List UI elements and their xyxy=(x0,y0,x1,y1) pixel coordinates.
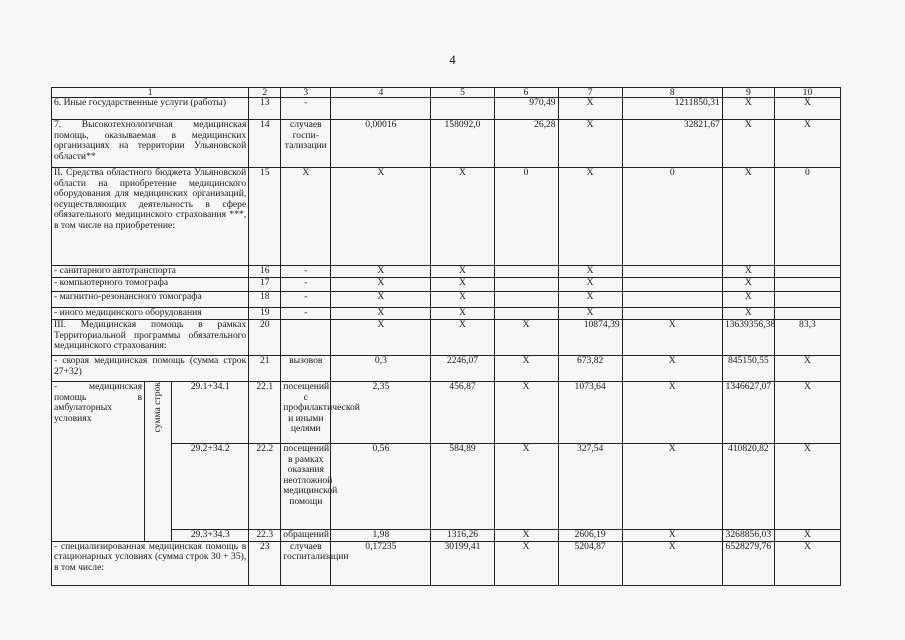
col7-cell: X xyxy=(558,292,622,308)
col10-cell: X xyxy=(774,120,840,168)
row-name: - скорая медицинская помощь (сумма строк 27+32) xyxy=(52,356,249,382)
col8-cell xyxy=(622,308,722,320)
unit-cell: - xyxy=(281,308,331,320)
col6-cell: X xyxy=(494,356,558,382)
col5-cell xyxy=(431,98,494,120)
col7-cell: 10874,39 xyxy=(558,320,622,356)
col4-cell: X xyxy=(331,266,431,278)
program-table xyxy=(51,87,841,586)
col6-cell: 26,28 xyxy=(494,120,558,168)
header-cell-7: 7 xyxy=(558,88,622,98)
col8-cell: X xyxy=(622,444,722,530)
row-name: III. Медицинская помощь в рамках Территориальной программы обязательного медицинского страхования: xyxy=(52,320,249,356)
table-row xyxy=(52,308,841,320)
unit-cell: - xyxy=(281,98,331,120)
header-cell-8: 8 xyxy=(622,88,722,98)
unit-cell: - xyxy=(281,292,331,308)
col4-cell: 0,3 xyxy=(331,356,431,382)
col7-cell: 1073,64 xyxy=(558,382,622,444)
row-name: - специализированная медицинская помощь в стационарных условиях (сумма строк 30 + 35), в том числе: xyxy=(52,541,249,585)
unit-cell: - xyxy=(281,278,331,292)
row-name: 7. Высокотехнологичная медицинская помощь, оказываемая в медицинских организациях на территории Ульяновской области** xyxy=(52,120,249,168)
col7-cell: 327,54 xyxy=(558,444,622,530)
col6-cell: X xyxy=(494,541,558,585)
header-cell-9: 9 xyxy=(722,88,774,98)
row-number: 23 xyxy=(249,541,281,585)
row-name: - санитарного автотранспорта xyxy=(52,266,249,278)
col6-cell xyxy=(494,266,558,278)
col10-cell xyxy=(774,278,840,292)
header-cell-4: 4 xyxy=(331,88,431,98)
col9-cell: X xyxy=(722,292,774,308)
col7-cell: 673,82 xyxy=(558,356,622,382)
col9-cell: 3268856,03 xyxy=(722,530,774,542)
col10-cell: X xyxy=(774,356,840,382)
col5-cell: 584,89 xyxy=(431,444,494,530)
col6-cell: X xyxy=(494,382,558,444)
row-name: - компьютерного томографа xyxy=(52,278,249,292)
col8-cell: 0 xyxy=(622,168,722,266)
col9-cell: X xyxy=(722,98,774,120)
unit-cell: - xyxy=(281,266,331,278)
col7-cell: 5204,87 xyxy=(558,541,622,585)
col4-cell: 0,00016 xyxy=(331,120,431,168)
row-name: II. Средства областного бюджета Ульяновской области на приобретение медицинского оборудования для медицинских организаций, осуществляющих деятельность в сфере обязательного медицинского страхования ***, в том числе на приобретение: xyxy=(52,168,249,266)
col9-cell: X xyxy=(722,120,774,168)
table-row xyxy=(52,356,841,382)
header-cell-1: 1 xyxy=(52,88,249,98)
header-cell-10: 10 xyxy=(774,88,840,98)
row-number: 16 xyxy=(249,266,281,278)
row-number: 22.2 xyxy=(249,444,281,530)
table-row xyxy=(52,98,841,120)
unit-cell xyxy=(281,320,331,356)
header-cell-5: 5 xyxy=(431,88,494,98)
col6-cell: X xyxy=(494,530,558,542)
col4-cell: X xyxy=(331,278,431,292)
col9-cell: X xyxy=(722,168,774,266)
col9-cell: 13639356,38 xyxy=(722,320,774,356)
unit-cell: случаев госпи-тализации xyxy=(281,120,331,168)
unit-cell: обращений xyxy=(281,530,331,542)
col5-cell: 2246,07 xyxy=(431,356,494,382)
col4-cell: X xyxy=(331,168,431,266)
col10-cell: X xyxy=(774,530,840,542)
unit-cell: вызовов xyxy=(281,356,331,382)
col4-cell: 0,17235 xyxy=(331,541,431,585)
table-row xyxy=(52,320,841,356)
page-number: 4 xyxy=(449,52,456,67)
row-number: 21 xyxy=(249,356,281,382)
table-row xyxy=(52,541,841,585)
row-name: 6. Иные государственные услуги (работы) xyxy=(52,98,249,120)
col8-cell: X xyxy=(622,382,722,444)
row-ref: 29.1+34.1 xyxy=(172,382,249,444)
col10-cell: 83,3 xyxy=(774,320,840,356)
col10-cell xyxy=(774,266,840,278)
col9-cell: 6528279,76 xyxy=(722,541,774,585)
col7-cell: X xyxy=(558,278,622,292)
col8-cell: X xyxy=(622,320,722,356)
col6-cell: X xyxy=(494,444,558,530)
col4-cell: 1,98 xyxy=(331,530,431,542)
col7-cell: X xyxy=(558,308,622,320)
row-ref: 29.2+34.2 xyxy=(172,444,249,530)
col10-cell: X xyxy=(774,541,840,585)
col7-cell: X xyxy=(558,168,622,266)
row-number: 22.1 xyxy=(249,382,281,444)
col5-cell: X xyxy=(431,266,494,278)
col4-cell: 2,35 xyxy=(331,382,431,444)
col7-cell: 2606,19 xyxy=(558,530,622,542)
col9-cell: 845150,55 xyxy=(722,356,774,382)
table-row xyxy=(52,266,841,278)
row-number: 19 xyxy=(249,308,281,320)
col6-cell: X xyxy=(494,320,558,356)
row-number: 18 xyxy=(249,292,281,308)
col5-cell: X xyxy=(431,278,494,292)
col8-cell: X xyxy=(622,356,722,382)
col6-cell: 0 xyxy=(494,168,558,266)
col10-cell: X xyxy=(774,444,840,530)
row-number: 17 xyxy=(249,278,281,292)
col9-cell: X xyxy=(722,278,774,292)
col10-cell xyxy=(774,308,840,320)
col8-cell xyxy=(622,266,722,278)
table-row xyxy=(52,120,841,168)
table-row xyxy=(52,292,841,308)
col10-cell: X xyxy=(774,98,840,120)
col4-cell xyxy=(331,98,431,120)
col7-cell: X xyxy=(558,120,622,168)
col6-cell: 970,49 xyxy=(494,98,558,120)
col4-cell: X xyxy=(331,320,431,356)
row-name: - магнитно-резонансного томографа xyxy=(52,292,249,308)
col5-cell: X xyxy=(431,168,494,266)
col5-cell: X xyxy=(431,292,494,308)
table-row xyxy=(52,382,841,444)
row-number: 13 xyxy=(249,98,281,120)
col5-cell: 456,87 xyxy=(431,382,494,444)
col7-cell: X xyxy=(558,98,622,120)
row-number: 14 xyxy=(249,120,281,168)
header-cell-6: 6 xyxy=(494,88,558,98)
row-number: 15 xyxy=(249,168,281,266)
col10-cell: 0 xyxy=(774,168,840,266)
col5-cell: X xyxy=(431,308,494,320)
unit-cell: X xyxy=(281,168,331,266)
col7-cell: X xyxy=(558,266,622,278)
row-number: 20 xyxy=(249,320,281,356)
col9-cell: X xyxy=(722,266,774,278)
col10-cell: X xyxy=(774,382,840,444)
col4-cell: X xyxy=(331,292,431,308)
header-cell-2: 2 xyxy=(249,88,281,98)
header-row xyxy=(52,88,841,98)
col5-cell: 158092,0 xyxy=(431,120,494,168)
row-ref: 29.3+34.3 xyxy=(172,530,249,542)
unit-cell: посещений в рамках оказания неотложной медицинской помощи xyxy=(281,444,331,530)
col6-cell xyxy=(494,292,558,308)
col8-cell xyxy=(622,292,722,308)
unit-cell: случаев госпитализации xyxy=(281,541,331,585)
col8-cell: 1211850,31 xyxy=(622,98,722,120)
col8-cell: X xyxy=(622,530,722,542)
ambulatory-label: - медицинская помощь в амбулаторных условиях xyxy=(52,382,145,542)
col4-cell: X xyxy=(331,308,431,320)
col4-cell: 0,56 xyxy=(331,444,431,530)
unit-cell: посещений с профилактической и иными целями xyxy=(281,382,331,444)
col9-cell: 1346627,07 xyxy=(722,382,774,444)
col9-cell: 410820,82 xyxy=(722,444,774,530)
row-name: - иного медицинского оборудования xyxy=(52,308,249,320)
col8-cell: X xyxy=(622,541,722,585)
col8-cell xyxy=(622,278,722,292)
sum-label-cell xyxy=(145,382,172,542)
col6-cell xyxy=(494,278,558,292)
header-cell-3: 3 xyxy=(281,88,331,98)
col6-cell xyxy=(494,308,558,320)
row-number: 22.3 xyxy=(249,530,281,542)
col9-cell: X xyxy=(722,308,774,320)
table-row xyxy=(52,278,841,292)
col5-cell: 30199,41 xyxy=(431,541,494,585)
col5-cell: 1316,26 xyxy=(431,530,494,542)
sum-label: сумма строк xyxy=(151,382,163,433)
table-row xyxy=(52,168,841,266)
col10-cell xyxy=(774,292,840,308)
col8-cell: 32821,67 xyxy=(622,120,722,168)
col5-cell: X xyxy=(431,320,494,356)
